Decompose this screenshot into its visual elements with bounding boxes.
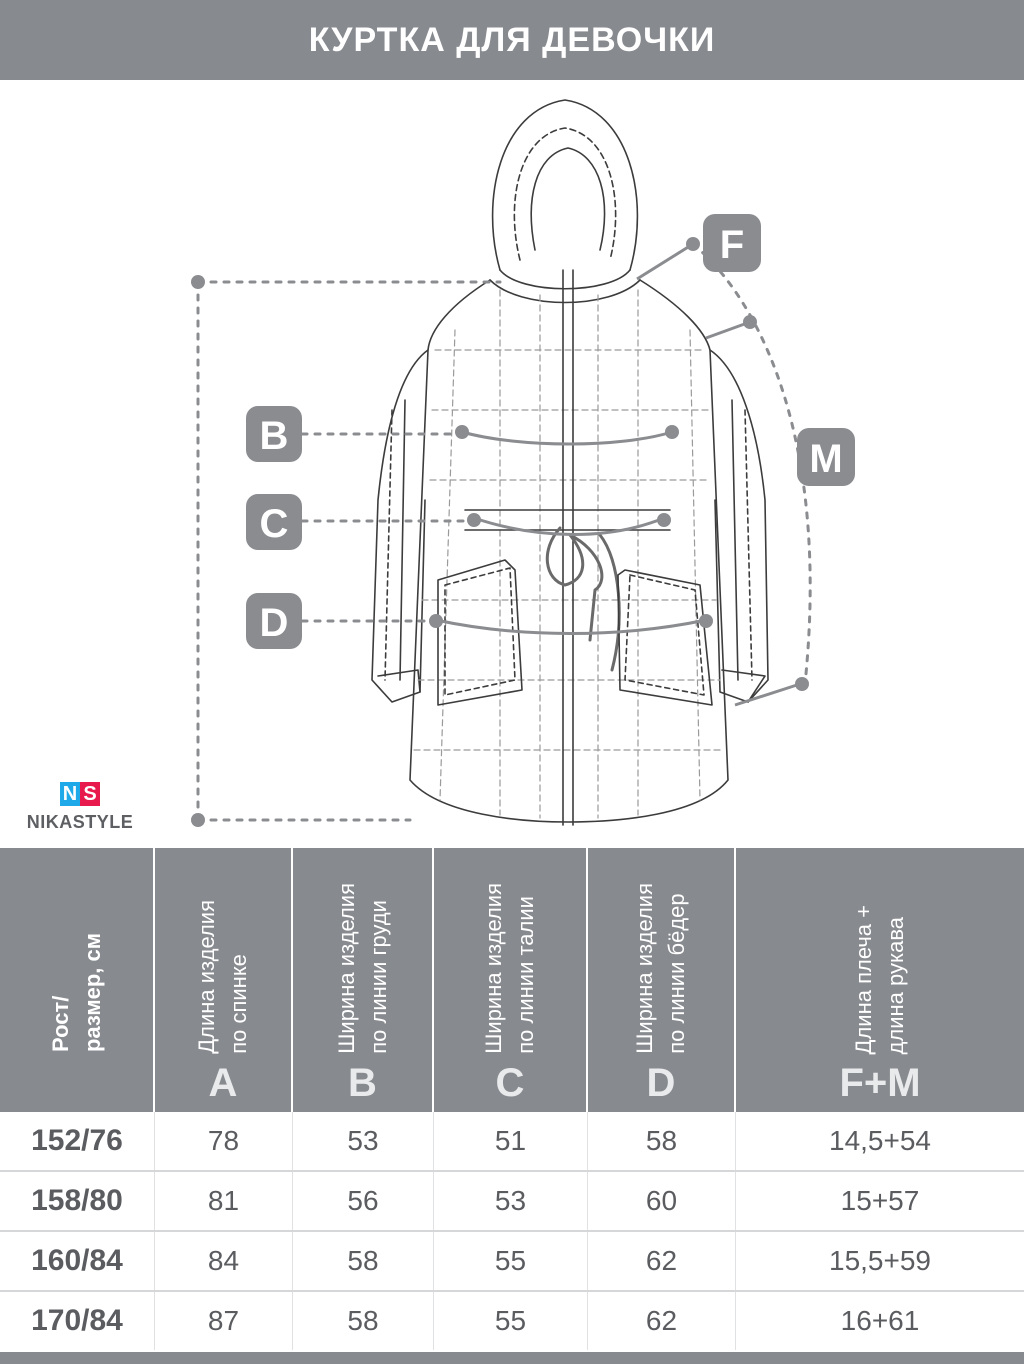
- table-row: [0, 1232, 1024, 1292]
- cell-c: 51: [434, 1112, 588, 1170]
- cell-b: 58: [293, 1292, 434, 1350]
- right-sleeve-outline: [710, 350, 768, 702]
- cell-c: 55: [434, 1292, 588, 1350]
- cell-c: 53: [434, 1172, 588, 1230]
- label-m: [797, 428, 855, 486]
- label-f: [703, 214, 761, 272]
- column-header-c-label: Ширина изделия по линии талии: [481, 883, 538, 1054]
- column-header-fm: [736, 848, 1024, 1112]
- zipper: [563, 270, 573, 825]
- brand-logo: [20, 782, 140, 833]
- label-m-text: M: [809, 437, 843, 481]
- page-title-bar: [0, 0, 1024, 80]
- jacket-body-outline: [410, 280, 728, 822]
- column-header-size: [0, 848, 155, 1112]
- cell-d: 60: [588, 1172, 736, 1230]
- label-d: [246, 593, 302, 649]
- column-header-b-label: Ширина изделия по линии груди: [333, 883, 391, 1054]
- cell-a: 78: [155, 1112, 293, 1170]
- size-table-header: [0, 848, 1024, 1112]
- label-c: [246, 494, 302, 550]
- cell-a: 84: [155, 1232, 293, 1290]
- column-header-c-letter: C: [495, 1061, 525, 1105]
- column-header-d-letter: D: [646, 1061, 676, 1105]
- cell-size: 152/76: [0, 1112, 155, 1170]
- hood-outline: [493, 100, 638, 270]
- cell-size: 160/84: [0, 1232, 155, 1290]
- column-header-d-label: Ширина изделия по линии бёдер: [632, 883, 689, 1054]
- jacket-technical-drawing: [0, 80, 1024, 848]
- cell-size: 158/80: [0, 1172, 155, 1230]
- cell-b: 53: [293, 1112, 434, 1170]
- column-header-b: [293, 848, 434, 1112]
- table-row: [0, 1292, 1024, 1352]
- cell-b: 58: [293, 1232, 434, 1290]
- cell-fm: 15,5+59: [829, 1245, 931, 1276]
- label-d-text: D: [259, 601, 289, 645]
- label-b: [246, 406, 302, 462]
- column-header-fm-label: Длина плеча + длина рукава: [851, 904, 908, 1054]
- drawstring: [547, 528, 619, 670]
- cell-b: 56: [293, 1172, 434, 1230]
- column-header-c: [434, 848, 588, 1112]
- brand-mark-s: S: [80, 782, 100, 806]
- table-row: [0, 1172, 1024, 1232]
- cell-c: 55: [434, 1232, 588, 1290]
- label-b-text: B: [259, 414, 289, 458]
- cell-d: 58: [588, 1112, 736, 1170]
- table-row: [0, 1112, 1024, 1172]
- cell-fm: 14,5+54: [829, 1125, 931, 1156]
- cell-d: 62: [588, 1292, 736, 1350]
- brand-mark-icon: [60, 782, 100, 806]
- label-f-text: F: [719, 223, 745, 267]
- size-table: [0, 848, 1024, 1352]
- brand-mark-n: N: [60, 782, 80, 806]
- column-header-a: [155, 848, 293, 1112]
- column-header-a-letter: A: [208, 1061, 238, 1105]
- cell-fm: 16+61: [840, 1305, 920, 1336]
- column-header-a-label: Длина изделия по спинке: [194, 900, 251, 1054]
- column-header-fm-letter: F+M: [839, 1061, 921, 1105]
- brand-name: NIKASTYLE: [26, 812, 134, 832]
- cell-a: 81: [155, 1172, 293, 1230]
- left-pocket: [438, 560, 522, 705]
- cell-size: 170/84: [0, 1292, 155, 1350]
- page-title: КУРТКА ДЛЯ ДЕВОЧКИ: [308, 20, 716, 59]
- cell-fm: 15+57: [840, 1185, 920, 1216]
- cell-a: 87: [155, 1292, 293, 1350]
- label-c-text: C: [259, 502, 289, 546]
- column-header-size-label: Рост/ размер, см: [47, 932, 105, 1052]
- footer-bar: [0, 1352, 1024, 1364]
- cell-d: 62: [588, 1232, 736, 1290]
- column-header-b-letter: B: [348, 1061, 377, 1105]
- column-header-d: [588, 848, 736, 1112]
